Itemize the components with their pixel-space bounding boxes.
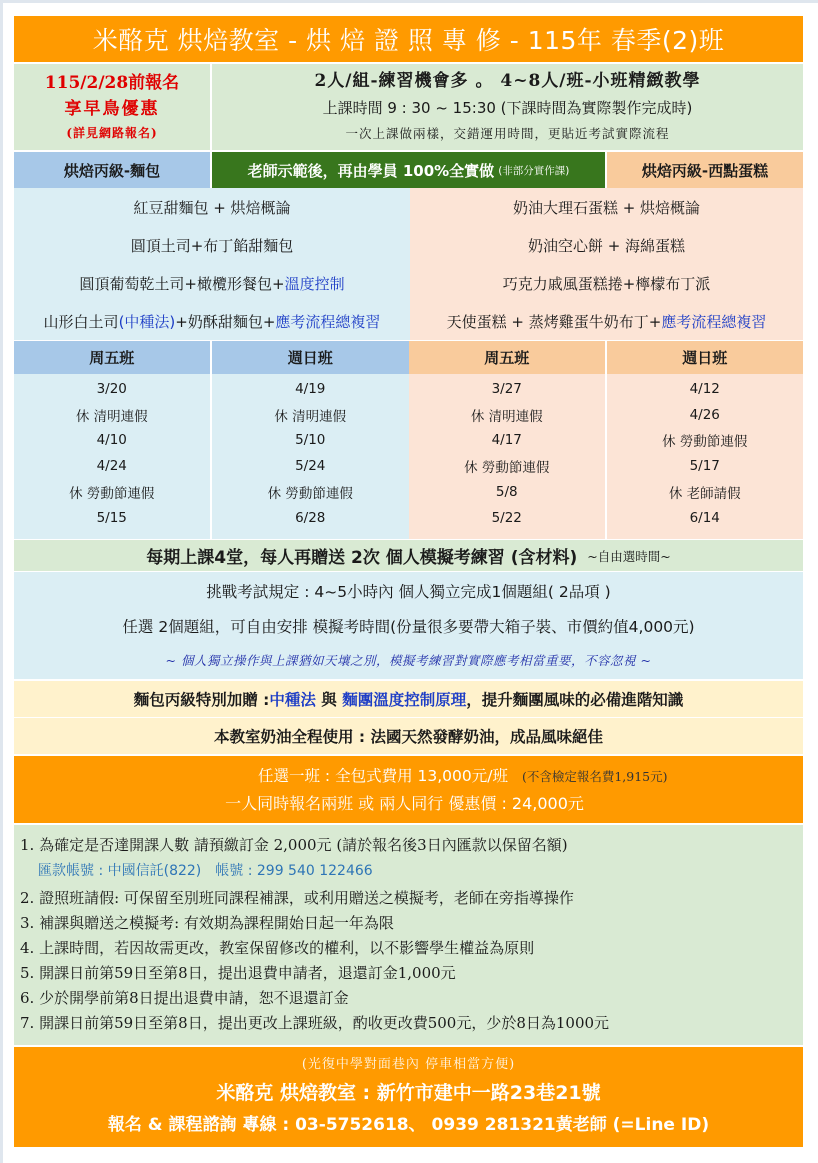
schedule-date: 休 清明連假: [274, 408, 347, 425]
schedule-col-header: 週日班: [607, 341, 804, 374]
schedule-date: 3/27: [491, 380, 522, 397]
cake-course-item: [410, 302, 803, 340]
early-bird-offer: 享早鳥優惠: [64, 99, 160, 119]
schedule-date: 休 勞動節連假: [464, 460, 550, 477]
course-header-row: [14, 152, 803, 188]
course-list: [14, 188, 803, 340]
demo-banner: [212, 152, 605, 188]
bank-account: 帳號 : 299 540 122466: [215, 863, 373, 879]
course-highlight: (中種法): [118, 312, 176, 331]
schedule-date: 4/12: [689, 380, 720, 397]
class-size: 2人/組-練習機會多 。 4~8人/班-小班精緻教學: [314, 71, 701, 91]
schedule-date: 休 清明連假: [470, 408, 543, 425]
course-text: 山形白土司: [43, 312, 119, 331]
gift-suffix: ，提升麵團風味的必備進階知識: [466, 691, 684, 709]
course-text: +奶酥甜麵包+: [175, 312, 276, 331]
course-highlight: 應考流程總複習: [275, 312, 381, 331]
price-single-line: [14, 762, 803, 791]
schedule-date: 4/19: [295, 380, 326, 397]
schedule-date: 4/24: [96, 458, 127, 475]
bread-gift-row: [14, 681, 803, 717]
bread-course-list: [14, 188, 410, 340]
page-title: 米酪克 烘焙教室 - 烘 焙 證 照 專 修 - 115年 春季(2)班: [92, 26, 725, 55]
course-text: 圓頂葡萄乾土司+橄欖形餐包+: [79, 274, 285, 293]
course-text: 紅豆甜麵包 + 烘焙概論: [133, 198, 291, 217]
cake-course-list: [410, 188, 803, 340]
demo-note: (非部分實作課): [498, 164, 570, 177]
note-item: 4. 上課時間，若因故需更改，教室保留修改的權利，以不影響學生權益為原則: [20, 939, 535, 957]
cake-course-item: [410, 264, 803, 302]
schedule-date: 5/15: [96, 509, 127, 526]
early-bird-note: (詳見網路報名): [66, 126, 158, 140]
bread-course-label: 烘焙丙級-麵包: [63, 161, 161, 180]
bank-name: 匯款帳號 : 中國信託(822): [38, 863, 202, 879]
schedule-date: 5/24: [295, 458, 326, 475]
footer-contact: 報名 & 課程諮詢 專線 : 03-5752618、 0939 281321黃老師 (=Line ID): [107, 1115, 710, 1135]
schedule-date: 6/28: [295, 509, 326, 526]
bonus-row: [14, 540, 803, 571]
course-highlight: 應考流程總複習: [661, 312, 767, 331]
schedule-col-header: 週日班: [212, 341, 410, 374]
schedule-date: 4/26: [689, 406, 720, 423]
price-combo: 一人同時報名兩班 或 兩人同行 優惠價 : 24,000元: [225, 794, 584, 813]
schedule-date: 6/14: [689, 509, 720, 526]
course-text: 巧克力戚風蛋糕捲+檸檬布丁派: [502, 274, 711, 293]
schedule-date: 4/10: [96, 432, 127, 449]
bread-course-item: [14, 226, 410, 264]
gift-and: 與: [315, 691, 343, 709]
course-text: 圓頂土司+布丁餡甜麵包: [130, 236, 294, 255]
note-item: 2. 證照班請假: 可保留至別班同課程補課，或利用贈送之模擬考，老師在旁指導操作: [20, 889, 574, 907]
schedule-date: 4/17: [491, 432, 522, 449]
schedule-column: [607, 374, 804, 539]
footer-landmark: (光復中學對面巷內 停車相當方便): [301, 1057, 516, 1072]
schedule-column: [409, 374, 605, 539]
note-item: 5. 開課日前第59日至第8日，提出退費申請者，退還訂金1,000元: [20, 964, 456, 982]
gift-prefix: 麵包丙級特別加贈 :: [133, 691, 270, 709]
bread-course-header: [14, 152, 210, 188]
exam-rules: [14, 572, 803, 679]
schedule-date: 休 勞動節連假: [662, 434, 748, 451]
schedule-date: 5/17: [689, 458, 720, 475]
schedule-header-row: [14, 341, 803, 374]
cake-course-label: 烘焙丙級-西點蛋糕: [641, 161, 769, 180]
schedule-date: 休 清明連假: [75, 408, 148, 425]
exam-choice: 任選 2個題組，可自由安排 模擬考時間(份量很多要帶大箱子裝、市價約值4,000元): [122, 617, 695, 636]
early-bird-box: [14, 64, 210, 150]
bread-course-item: [14, 302, 410, 340]
class-format: 一次上課做兩樣，交錯運用時間，更貼近考試實際流程: [345, 126, 670, 141]
schedule-column: [212, 374, 410, 539]
schedule-date: 5/10: [295, 432, 326, 449]
schedule-date: 休 老師請假: [668, 486, 741, 503]
schedule-date: 5/22: [491, 509, 522, 526]
schedule-col-header: 周五班: [14, 341, 210, 374]
schedule-date: 休 勞動節連假: [69, 486, 155, 503]
info-row: [14, 64, 803, 150]
gift-item: 中種法: [269, 691, 316, 709]
butter-text: 本教室奶油全程使用 : 法國天然發酵奶油，成品風味絕佳: [214, 728, 603, 746]
contact-footer: [14, 1047, 803, 1147]
cake-course-item: [410, 188, 803, 226]
footer-address: 米酪克 烘焙教室 : 新竹市建中一路23巷21號: [216, 1082, 601, 1104]
class-info-box: [212, 64, 803, 150]
class-time: 上課時間 9 : 30 ~ 15:30 (下課時間為實際製作完成時): [322, 99, 693, 117]
demo-text: 老師示範後，再由學員 100%全實做: [247, 161, 495, 180]
price-exclusion: (不含檢定報名費1,915元): [521, 769, 668, 784]
butter-row: [14, 718, 803, 754]
bonus-sub: ~自由選時間~: [587, 548, 671, 564]
course-text: 天使蛋糕 + 蒸烤雞蛋牛奶布丁+: [446, 312, 662, 331]
schedule-column: [14, 374, 210, 539]
note-item: 3. 補課與贈送之模擬考: 有效期為課程開始日起一年為限: [20, 914, 394, 932]
note-item: 7. 開課日前第59日至第8日，提出更改上課班級，酌收更改費500元，少於8日為1000元: [20, 1014, 610, 1032]
schedule-date: 3/20: [96, 380, 127, 397]
exam-rule: 挑戰考試規定 : 4~5小時內 個人獨立完成1個題組( 2品項 ): [206, 582, 611, 601]
bonus-text: 每期上課4堂，每人再贈送 2次 個人模擬考練習 (含材料): [146, 548, 578, 568]
pricing-row: [14, 756, 803, 823]
cake-course-header: [607, 152, 803, 188]
bread-course-item: [14, 188, 410, 226]
price-single: 任選一班 : 全包式費用 13,000元/班: [258, 767, 508, 785]
schedule-table: [14, 374, 803, 539]
cake-course-item: [410, 226, 803, 264]
page-title-banner: [14, 16, 803, 62]
gift-item: 麵團溫度控制原理: [342, 691, 467, 709]
terms-notes: [14, 825, 803, 1045]
bank-account-line: [20, 859, 803, 883]
note-item: 1. 為確定是否達開課人數 請預繳訂金 2,000元 (請於報名後3日內匯款以保留名額): [20, 836, 568, 854]
note-item: 6. 少於開學前第8日提出退費申請，恕不退還訂金: [20, 989, 349, 1007]
exam-emphasis: ~ 個人獨立操作與上課猶如天壤之別，模擬考練習對實際應考相當重要，不容忽視 ~: [165, 652, 652, 668]
early-bird-deadline: 115/2/28前報名: [44, 73, 180, 93]
course-highlight: 溫度控制: [284, 274, 345, 293]
course-text: 奶油大理石蛋糕 + 烘焙概論: [512, 198, 701, 217]
bread-course-item: [14, 264, 410, 302]
schedule-date: 休 勞動節連假: [267, 486, 353, 503]
schedule-date: 5/8: [495, 484, 518, 501]
course-text: 奶油空心餅 + 海綿蛋糕: [527, 236, 686, 255]
schedule-col-header: 周五班: [409, 341, 605, 374]
